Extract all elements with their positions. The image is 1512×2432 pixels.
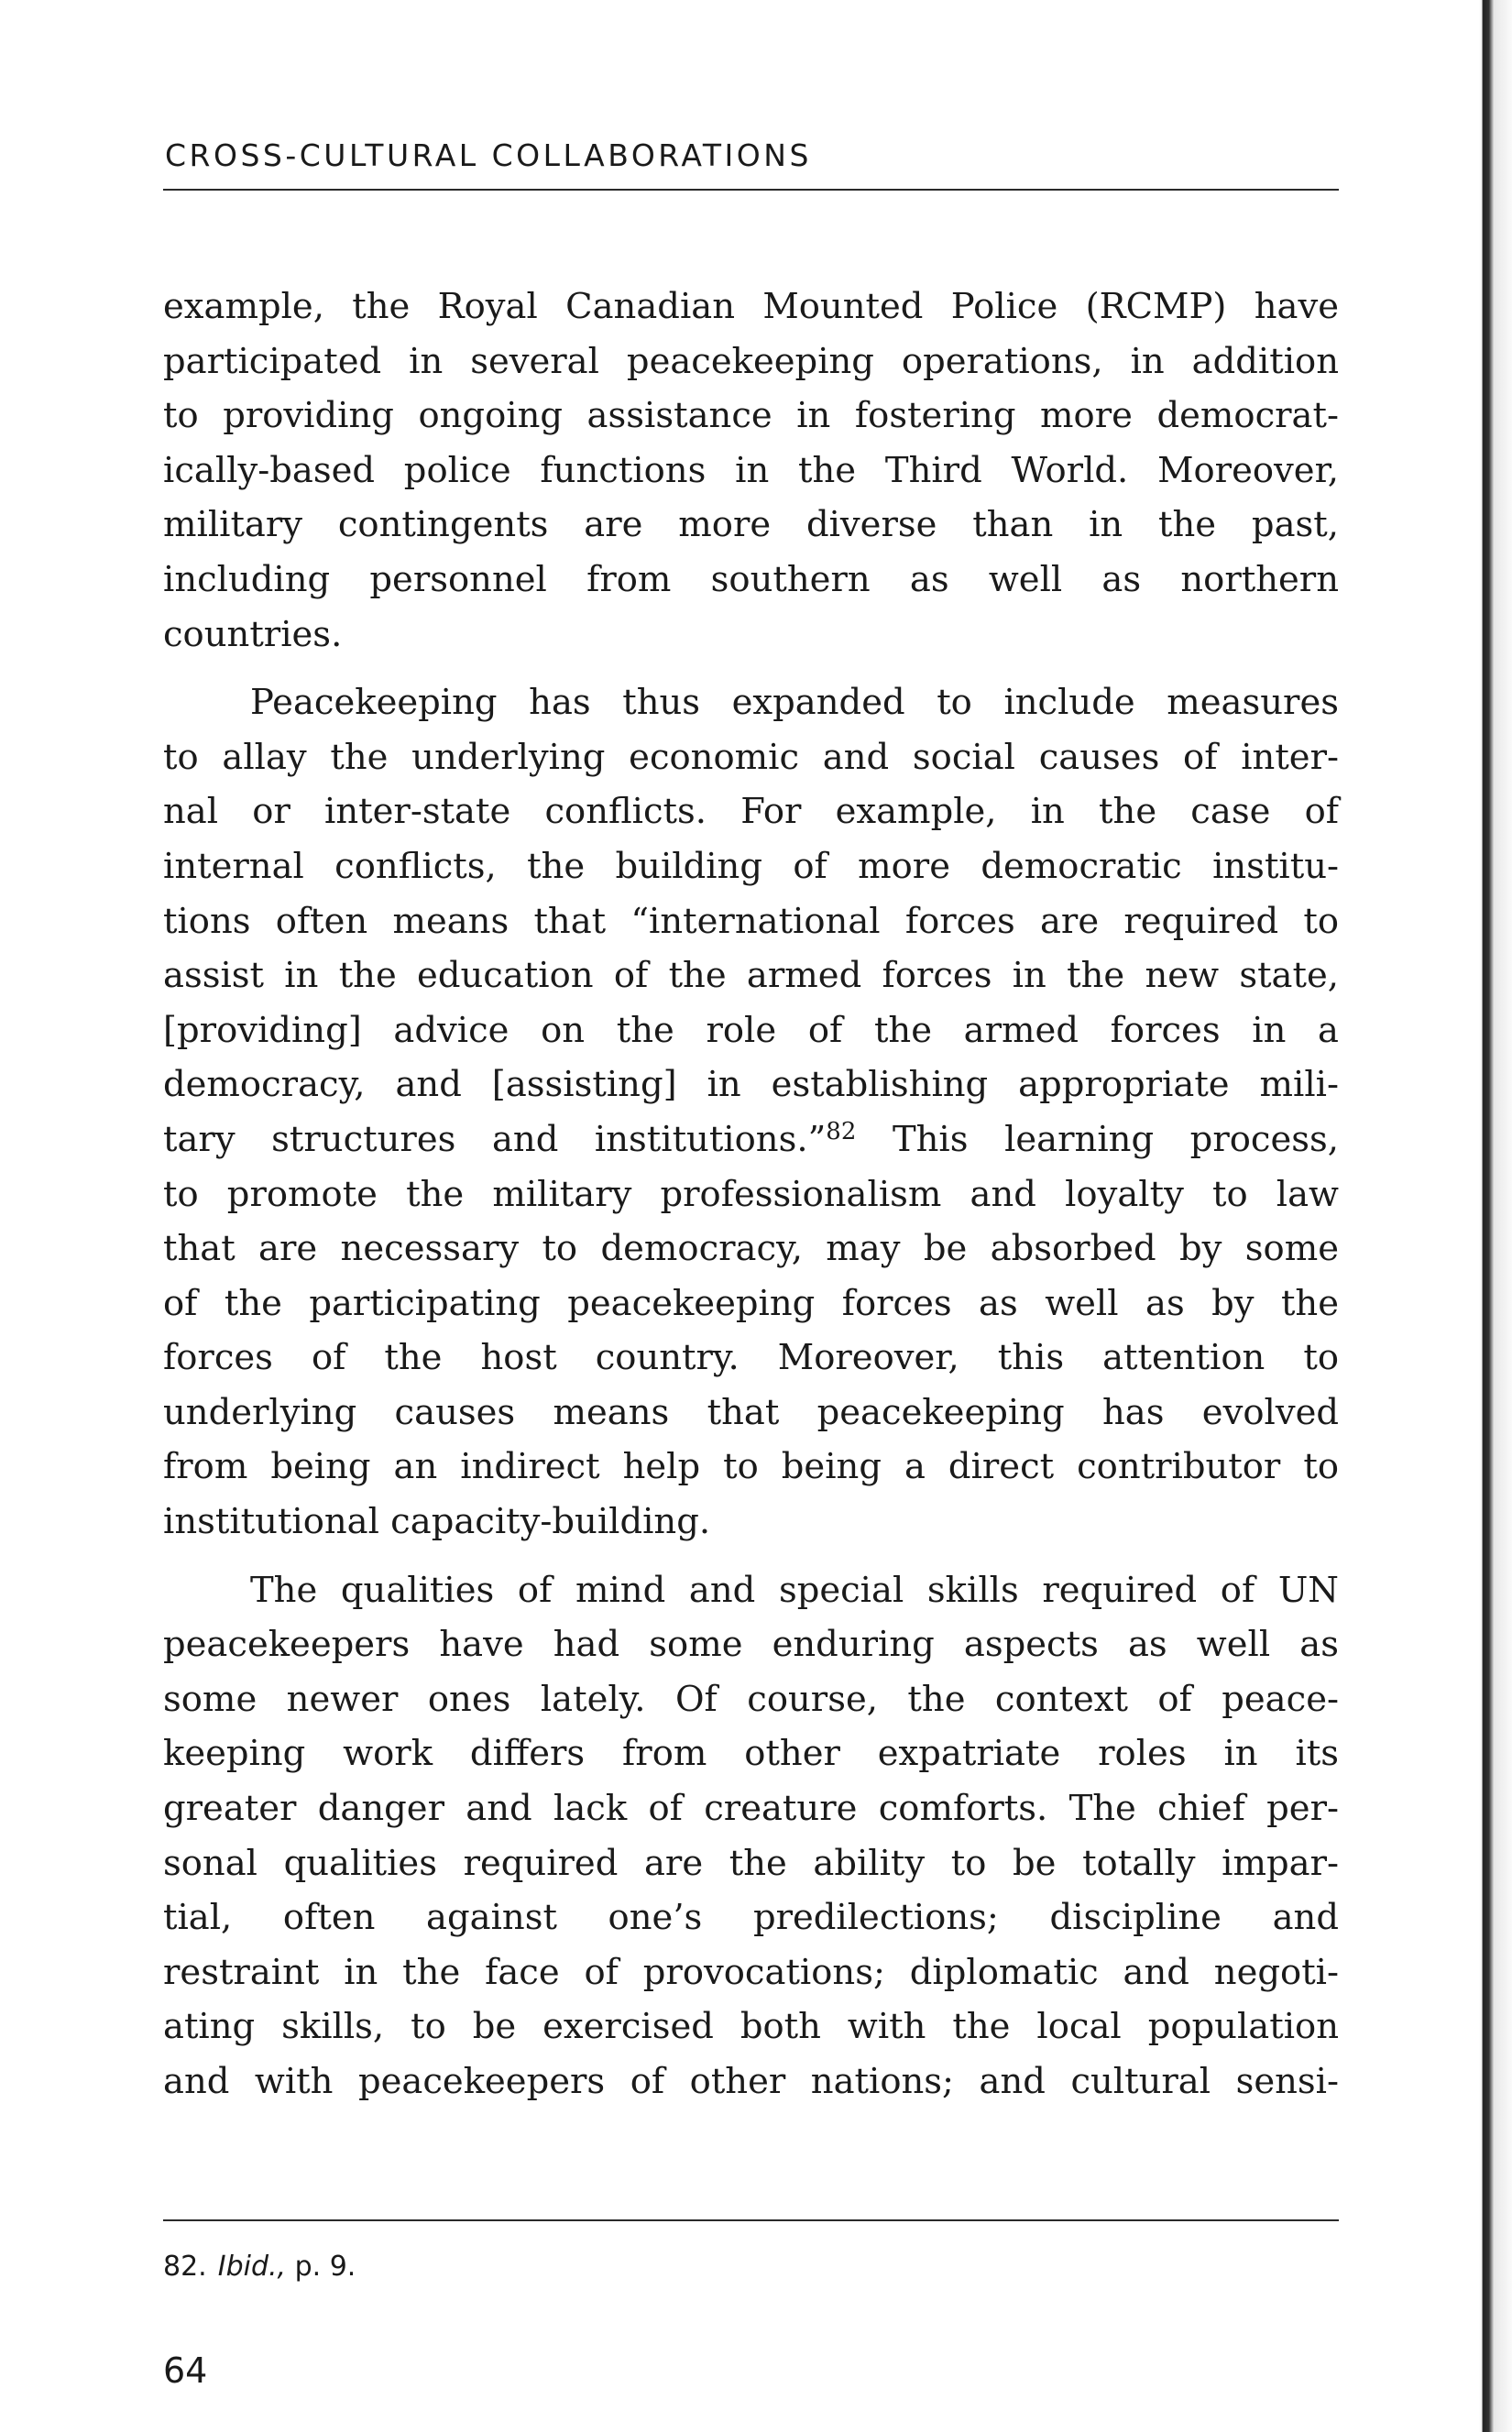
text-line: ically-based police functions in the Third World. Moreover, xyxy=(163,449,1339,491)
text-line: nal or inter-state conflicts. For example, in the case of xyxy=(163,791,1339,833)
text-line: to allay the underlying economic and social causes of inter- xyxy=(163,736,1339,778)
paragraph-1 xyxy=(163,279,1339,662)
text-line: including personnel from southern as well as northern xyxy=(163,558,1339,600)
text-line: that are necessary to democracy, may be absorbed by some xyxy=(163,1228,1339,1270)
text-line: forces of the host country. Moreover, this attention to xyxy=(163,1337,1339,1379)
text-line: participated in several peacekeeping operations, in addition xyxy=(163,340,1339,382)
footnote-page: p. 9. xyxy=(286,2251,356,2283)
text-line: underlying causes means that peacekeeping has evolved xyxy=(163,1391,1339,1433)
text-line: sonal qualities required are the ability to be totally impar- xyxy=(163,1842,1339,1884)
text-line: military contingents are more diverse than in the past, xyxy=(163,504,1339,546)
text-line: ating skills, to be exercised both with the local population xyxy=(163,2006,1339,2048)
text-line: keeping work differs from other expatriate roles in its xyxy=(163,1733,1339,1775)
text-line: Peacekeeping has thus expanded to include measures xyxy=(250,682,1339,724)
running-head: CROSS-CULTURAL COLLABORATIONS xyxy=(165,137,812,173)
text-line: restraint in the face of provocations; diplomatic and negoti- xyxy=(163,1951,1339,1993)
page-edge-shadow xyxy=(1479,0,1512,2432)
footnote-reference[interactable]: 82 xyxy=(826,1117,857,1145)
text-line: tial, often against one’s predilections; discipline and xyxy=(163,1897,1339,1939)
text-line: and with peacekeepers of other nations; and cultural sensi- xyxy=(163,2061,1339,2102)
text-line: [providing] advice on the role of the armed forces in a xyxy=(163,1009,1339,1051)
text-line: tions often means that “international forces are required to xyxy=(163,900,1339,942)
body-text xyxy=(163,279,1339,2109)
paragraph-3 xyxy=(163,1563,1339,2109)
footnote-number: 82. xyxy=(163,2251,207,2283)
footnote xyxy=(163,2251,356,2283)
text-line: greater danger and lack of creature comforts. The chief per- xyxy=(163,1788,1339,1830)
text-line: The qualities of mind and special skills required of UN xyxy=(250,1569,1339,1611)
footnote-citation: Ibid., xyxy=(217,2251,287,2283)
text-line: example, the Royal Canadian Mounted Police (RCMP) have xyxy=(163,286,1339,327)
text-segment: tary structures and institutions.” xyxy=(163,1118,827,1160)
header-rule xyxy=(163,189,1339,191)
text-line: democracy, and [assisting] in establishing appropriate mili- xyxy=(163,1064,1339,1106)
page-number: 64 xyxy=(163,2350,208,2391)
text-line: some newer ones lately. Of course, the context of peace- xyxy=(163,1678,1339,1720)
text-line: to promote the military professionalism and loyalty to law xyxy=(163,1173,1339,1215)
text-line: of the participating peacekeeping forces as well as by the xyxy=(163,1282,1339,1324)
text-line: institutional capacity-building. xyxy=(163,1501,711,1543)
text-line: to providing ongoing assistance in fostering more democrat- xyxy=(163,395,1339,437)
text-line: countries. xyxy=(163,613,343,655)
text-line-with-footnote xyxy=(163,1112,1339,1167)
footnote-rule xyxy=(163,2219,1339,2221)
text-segment: This learning process, xyxy=(856,1118,1339,1160)
text-line: from being an indirect help to being a direct contributor to xyxy=(163,1446,1339,1488)
paragraph-2 xyxy=(163,675,1339,1550)
text-line: peacekeepers have had some enduring aspects as well as xyxy=(163,1624,1339,1666)
text-line: internal conflicts, the building of more democratic institu- xyxy=(163,845,1339,887)
text-line: assist in the education of the armed forces in the new state, xyxy=(163,955,1339,997)
